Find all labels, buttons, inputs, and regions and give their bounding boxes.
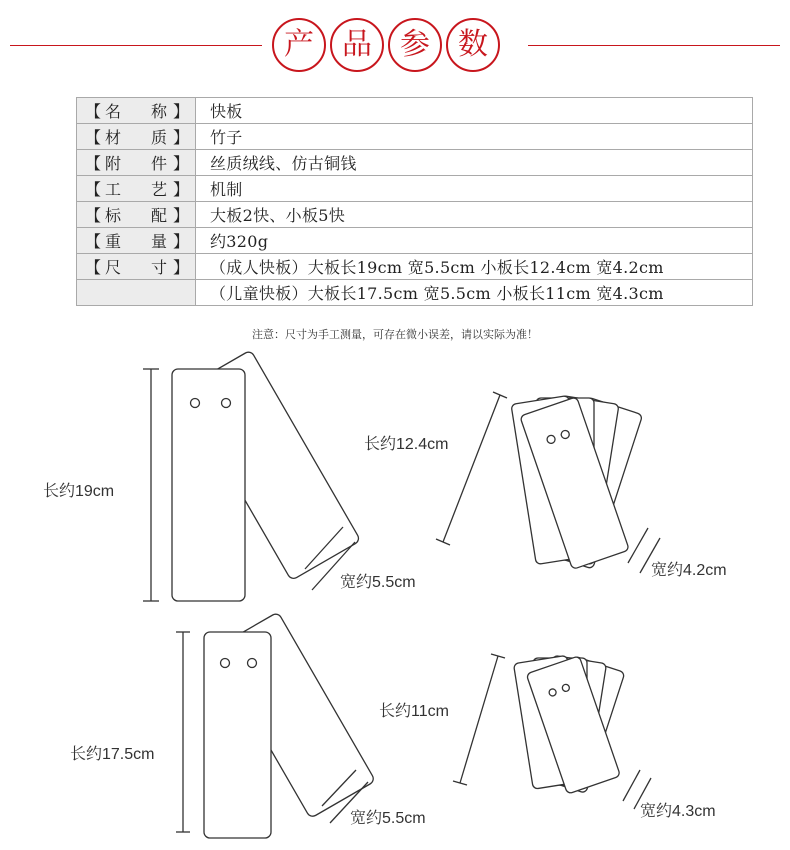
spec-key [77,98,196,124]
spec-table [76,97,753,306]
dimension-drawings [0,340,790,850]
bracket-open: 【 [85,180,102,199]
adult-small-clapper-drawing [511,395,643,569]
adult-big-length-dimension [143,369,159,601]
bracket-open: 【 [85,258,102,277]
adult-big-length-label: 长约19cm [43,483,115,500]
bracket-open: 【 [85,102,102,121]
spec-row [77,202,753,228]
bracket-close: 】 [173,258,190,277]
header-title [272,18,500,72]
bracket-open: 【 [85,154,102,173]
child-big-width-label: 宽约5.5cm [350,810,426,827]
spec-key-char: 质 [150,128,167,147]
spec-row [77,280,753,306]
header-char: 数 [446,18,500,72]
spec-key-char: 称 [150,102,167,121]
spec-key-char: 标 [105,206,122,225]
header-char: 品 [330,18,384,72]
spec-key [77,254,196,280]
child-small-clapper-drawing [513,655,624,794]
spec-key-char: 材 [105,128,122,147]
bracket-close: 】 [173,180,190,199]
spec-key [77,228,196,254]
bracket-close: 】 [173,154,190,173]
measurement-note: 注意：尺寸为手工测量，可存在微小误差，请以实际为准！ [252,328,538,341]
adult-small-width-label: 宽约4.2cm [651,562,727,579]
child-small-width-label: 宽约4.3cm [640,803,716,820]
header-char: 参 [388,18,442,72]
bracket-close: 】 [173,102,190,121]
bracket-close: 】 [173,232,190,251]
spec-key [77,202,196,228]
spec-key-empty [77,280,196,306]
spec-row [77,254,753,280]
spec-value: （成人快板）大板长19cm 宽5.5cm 小板长12.4cm 宽4.2cm [196,254,753,280]
child-big-length-label: 长约17.5cm [70,746,155,763]
spec-row [77,176,753,202]
bracket-close: 】 [173,206,190,225]
child-small-length-dimension [453,654,505,785]
bracket-open: 【 [85,128,102,147]
spec-value: 大板2快、小板5快 [196,202,753,228]
spec-key-char: 寸 [150,258,167,277]
child-big-length-dimension [176,632,190,832]
child-small-length-label: 长约11cm [379,703,449,720]
spec-key-char: 尺 [105,258,122,277]
header-line-left [10,45,262,46]
spec-key [77,176,196,202]
spec-row [77,98,753,124]
spec-key-char: 重 [105,232,122,251]
spec-key-char: 艺 [150,180,167,199]
bracket-open: 【 [85,232,102,251]
bracket-open: 【 [85,206,102,225]
section-header [0,14,790,78]
header-line-right [528,45,780,46]
spec-key-char: 工 [105,180,122,199]
adult-big-width-label: 宽约5.5cm [340,574,416,591]
spec-key-char: 量 [150,232,167,251]
spec-value: 机制 [196,176,753,202]
adult-small-length-label: 长约12.4cm [364,436,449,453]
spec-key-char: 附 [105,154,122,173]
bracket-close: 】 [173,128,190,147]
spec-row [77,228,753,254]
spec-value: （儿童快板）大板长17.5cm 宽5.5cm 小板长11cm 宽4.3cm [196,280,753,306]
spec-value: 竹子 [196,124,753,150]
spec-key-char: 件 [150,154,167,173]
header-char: 产 [272,18,326,72]
spec-row [77,150,753,176]
spec-key-char: 配 [150,206,167,225]
spec-row [77,124,753,150]
adult-big-clapper-drawing [172,350,361,601]
spec-value: 快板 [196,98,753,124]
spec-value: 丝质绒线、仿古铜钱 [196,150,753,176]
spec-value: 约320g [196,228,753,254]
spec-key [77,150,196,176]
spec-key-char: 名 [105,102,122,121]
spec-key [77,124,196,150]
adult-small-length-dimension [436,392,507,545]
